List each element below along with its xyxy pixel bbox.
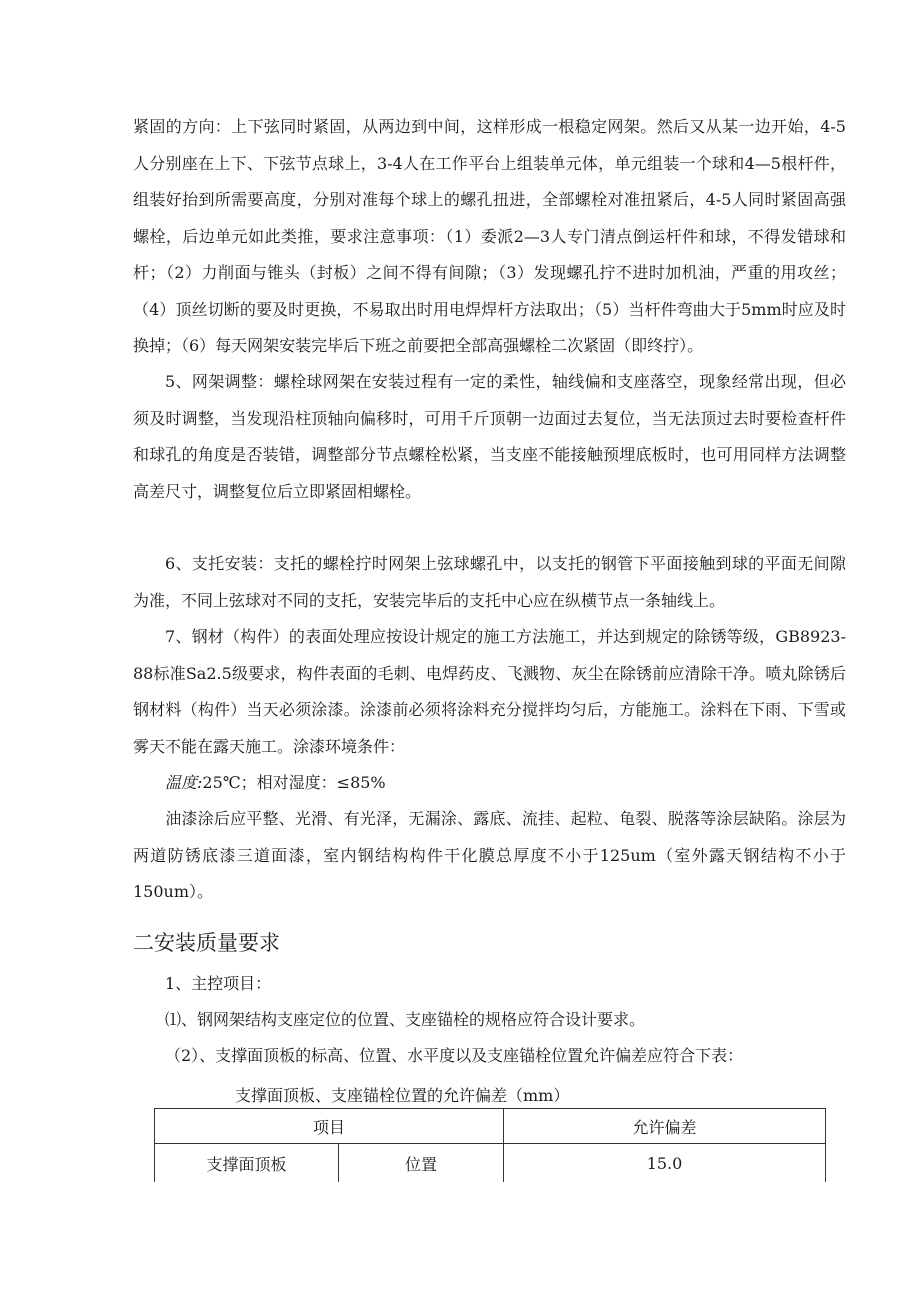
paragraph-support-installation — [133, 546, 846, 619]
table-header-item: 项目 — [155, 1109, 504, 1144]
paragraph-coating-requirements — [133, 801, 846, 911]
table-caption: 支撑面顶板、支座锚栓位置的允许偏差（mm） — [235, 1086, 570, 1105]
paragraph-grid-adjustment-text: 5、网架调整：螺栓球网架在安装过程有一定的柔性，轴线偏和支座落空，现象经常出现，但必须及时调整，当发现沿柱顶轴向偏移时，可用千斤顶朝一边面过去复位，当无法顶过去时要检查杆件和球孔的角度是否装错，调整部分节点螺栓松紧，当支座不能接触预埋底板时，也可用同样方法调整高差尺寸，调整复位后立即紧固相螺栓。 — [133, 372, 846, 501]
table-cell-value: 15.0 — [504, 1144, 826, 1183]
paragraph-coating-requirements-text: 油漆涂后应平整、光滑、有光泽，无漏涂、露底、流挂、起粒、龟裂、脱落等涂层缺陷。涂层为两道防锈底漆三道面漆，室内钢结构构件干化膜总厚度不小于125um（室外露天钢结构不小于150um）。 — [133, 809, 846, 901]
painting-conditions-values: 25℃；相对湿度：≤85% — [202, 773, 386, 792]
list-item-tolerance-intro: （2）、支撑面顶板的标高、位置、水平度以及支座锚栓位置允许偏差应符合下表： — [165, 1046, 744, 1065]
table-header-row — [155, 1109, 826, 1144]
paragraph-surface-treatment — [133, 619, 846, 765]
paragraph-painting-conditions — [133, 765, 846, 802]
paragraph-surface-treatment-text: 7、钢材（构件）的表面处理应按设计规定的施工方法施工，并达到规定的除锈等级，GB8923-88标准Sa2.5级要求，构件表面的毛刺、电焊药皮、飞溅物、灰尘在除锈前应清除干净。喷丸除锈后钢材料（构件）当天必须涂漆。涂漆前必须将涂料充分搅拌均匀后，方能施工。涂料在下雨、下雪或雾天不能在露天施工。涂漆环境条件： — [133, 627, 846, 756]
table-cell-item: 支撑面顶板 — [155, 1144, 339, 1183]
paragraph-grid-adjustment — [133, 364, 846, 510]
tolerance-table — [154, 1108, 826, 1182]
section-heading-quality-requirements: 二安装质量要求 — [133, 931, 280, 955]
table-row — [155, 1144, 826, 1183]
temperature-label: 温度: — [165, 773, 203, 792]
table-cell-sub: 位置 — [339, 1144, 504, 1183]
list-item-support-positioning: ⑴、钢网架结构支座定位的位置、支座锚栓的规格应符合设计要求。 — [165, 1010, 646, 1029]
paragraph-fastening-direction: 紧固的方向：上下弦同时紧固，从两边到中间，这样形成一根稳定网架。然后又从某一边开始，4-5人分别座在上下、下弦节点球上，3-4人在工作平台上组装单元体，单元组装一个球和4—5根杆件，组装好抬到所需要高度，分别对准每个球上的螺孔扭进，全部螺栓对准扭紧后，4-5人同时紧固高强螺栓，后边单元如此类推，要求注意事项：（1）委派2—3人专门清点倒运杆件和球，不得发错球和杆；（2）力削面与锥头（封板）之间不得有间隙；（3）发现螺孔拧不进时加机油，严重的用攻丝；（4）顶丝切断的要及时更换，不易取出时用电焊焊杆方法取出；（5）当杆件弯曲大于5mm时应及时换掉；（6）每天网架安装完毕后下班之前要把全部高强螺栓二次紧固（即终拧）。 — [133, 117, 846, 355]
paragraph-support-installation-text: 6、支托安装：支托的螺栓拧时网架上弦球螺孔中，以支托的钢管下平面接触到球的平面无间隙为准，不同上弦球对不同的支托，安装完毕后的支托中心应在纵横节点一条轴线上。 — [133, 554, 846, 610]
list-item-main-control: 1、主控项目： — [165, 974, 272, 993]
table-header-tolerance: 允许偏差 — [504, 1109, 826, 1144]
